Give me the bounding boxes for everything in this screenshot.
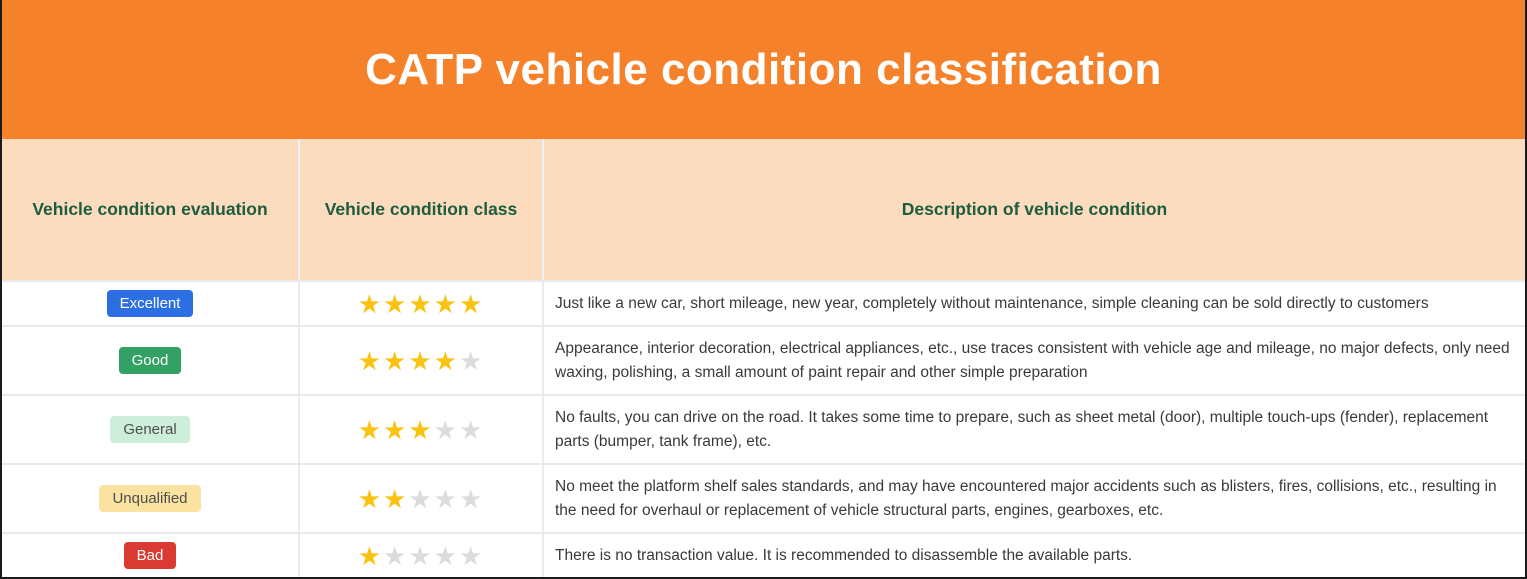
table-row — [2, 325, 1525, 394]
stars-empty: ★★★ — [408, 483, 485, 514]
banner — [2, 0, 1525, 139]
row-description: There is no transaction value. It is recommended to disassemble the available parts. — [555, 546, 1133, 564]
row-description: No meet the platform shelf sales standards, and may have encountered major accidents such as blisters, fires, collisions, etc., resulting in the need for overhaul or replacement of vehicle structural parts, engines, gearboxes, etc. — [555, 477, 1497, 519]
stars-filled: ★ — [357, 540, 384, 571]
stars-empty: ★★★★ — [383, 540, 485, 571]
page-title: CATP vehicle condition classification — [365, 44, 1162, 94]
evaluation-cell — [2, 282, 300, 325]
row-description: No faults, you can drive on the road. It takes some time to prepare, such as sheet metal (door), multiple touch-ups (fender), replacement parts (bumper, tank frame), etc. — [555, 408, 1489, 450]
evaluation-badge: Unqualified — [99, 485, 200, 512]
star-rating — [300, 282, 544, 325]
star-rating — [300, 396, 544, 463]
stars-empty: ★★ — [433, 414, 485, 445]
evaluation-badge: General — [110, 416, 189, 443]
stars-filled: ★★★ — [357, 414, 434, 445]
star-rating — [300, 534, 544, 577]
evaluation-cell — [2, 396, 300, 463]
table-row — [2, 280, 1525, 325]
stars-filled: ★★ — [357, 483, 409, 514]
table-row — [2, 394, 1525, 463]
column-header-evaluation: Vehicle condition evaluation — [2, 139, 300, 280]
star-rating — [300, 327, 544, 394]
table-row — [2, 532, 1525, 577]
evaluation-cell — [2, 465, 300, 532]
star-rating — [300, 465, 544, 532]
row-description: Appearance, interior decoration, electrical appliances, etc., use traces consistent with vehicle age and mileage, no major defects, only need waxing, polishing, a small amount of paint repair and other simple preparation — [555, 339, 1510, 381]
column-header-description: Description of vehicle condition — [901, 199, 1168, 219]
evaluation-badge: Good — [119, 347, 182, 374]
evaluation-cell — [2, 534, 300, 577]
table-header-row — [2, 139, 1525, 280]
evaluation-badge: Excellent — [107, 290, 194, 317]
stars-empty: ★ — [458, 345, 485, 376]
evaluation-badge: Bad — [124, 542, 177, 569]
evaluation-cell — [2, 327, 300, 394]
stars-filled: ★★★★ — [357, 345, 459, 376]
table-row — [2, 463, 1525, 532]
column-header-class: Vehicle condition class — [300, 139, 544, 280]
row-description: Just like a new car, short mileage, new year, completely without maintenance, simple cleaning can be sold directly to customers — [555, 294, 1429, 312]
table-body — [2, 280, 1525, 577]
stars-filled: ★★★★★ — [357, 288, 485, 319]
